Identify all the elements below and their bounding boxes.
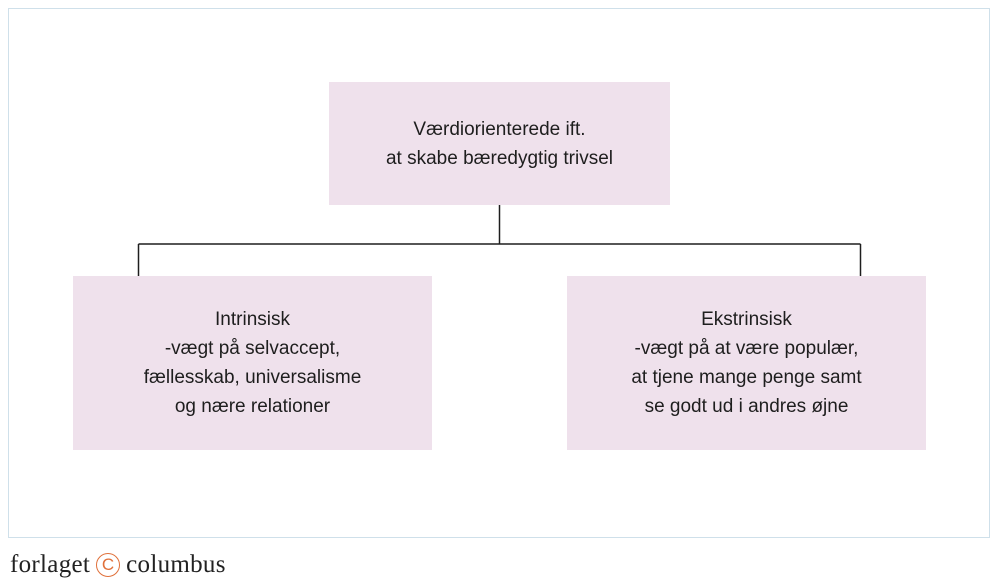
node-intrinsic	[73, 276, 432, 450]
copyright-circle-icon: C	[96, 553, 120, 577]
node-extrinsic-line-2: at tjene mange penge samt	[631, 367, 862, 388]
node-extrinsic-line-1: -vægt på at være populær,	[634, 338, 859, 359]
node-intrinsic-line-1: -vægt på selvaccept,	[164, 338, 341, 359]
node-intrinsic-line-3: og nære relationer	[174, 396, 331, 417]
node-extrinsic-line-3: se godt ud i andres øjne	[644, 396, 849, 417]
node-value-oriented	[329, 82, 670, 205]
node-value-oriented-line-1: Værdiorienterede ift.	[413, 118, 586, 140]
logo-left-word: forlaget	[10, 551, 91, 578]
node-extrinsic	[567, 276, 926, 450]
publisher-logo	[10, 548, 226, 582]
node-extrinsic-title: Ekstrinsisk	[701, 309, 792, 330]
node-intrinsic-line-2: fællesskab, universalisme	[143, 367, 362, 388]
logo-right-word: columbus	[126, 551, 226, 578]
node-value-oriented-line-2: at skabe bæredygtig trivsel	[385, 147, 614, 169]
node-intrinsic-title: Intrinsisk	[215, 309, 290, 330]
